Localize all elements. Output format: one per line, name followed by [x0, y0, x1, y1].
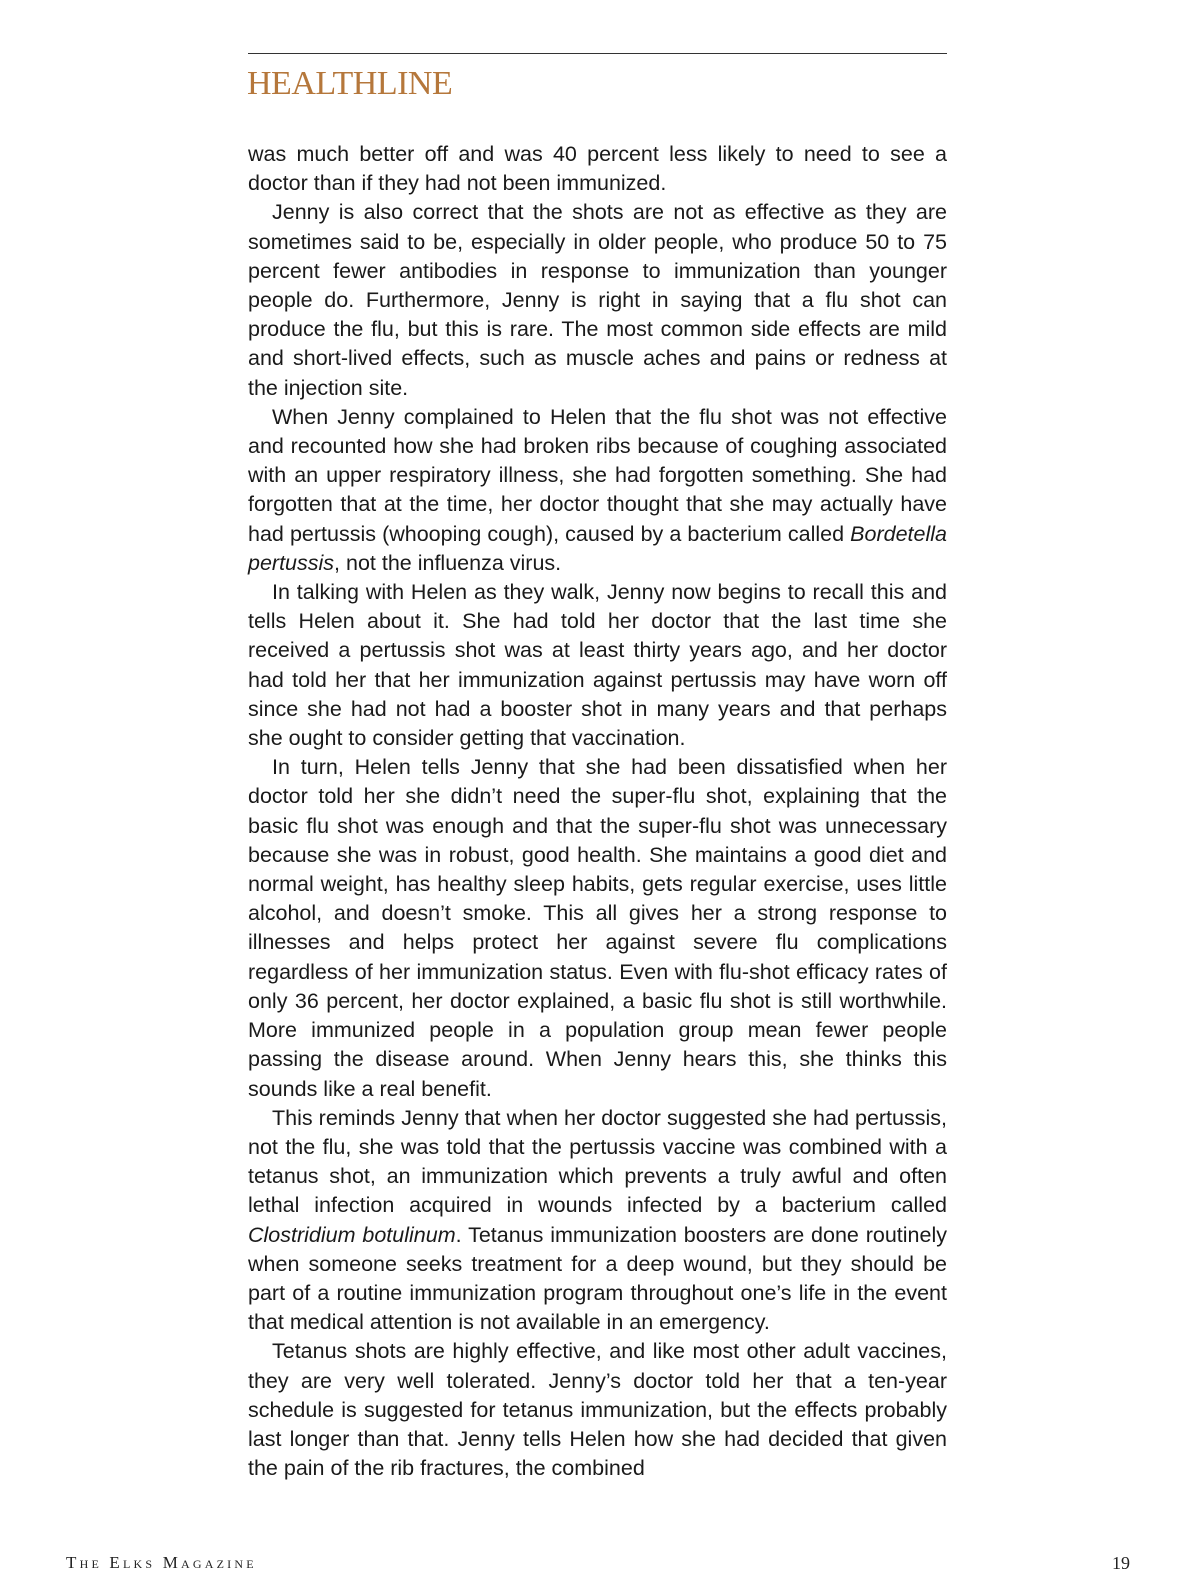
paragraph-3	[248, 403, 947, 578]
header-rule	[248, 53, 947, 54]
paragraph-3-text-start: When Jenny complained to Helen that the flu shot was not effective and recounted how she had broken ribs because of coughing associated with an upper respiratory illness, she had forgotten something. She had forgotten that at the time, her doctor thought that she may actually have had pertussis (whooping cough), caused by a bacterium called	[248, 404, 947, 546]
paragraph-7: Tetanus shots are highly effective, and like most other adult vaccines, they are very well tolerated. Jenny’s doctor told her that a ten-year schedule is suggested for tetanus immunization, but the effects probably last longer than that. Jenny tells Helen how she had decided that given the pain of the rib fractures, the combined	[248, 1339, 947, 1481]
paragraph-6	[248, 1104, 947, 1338]
paragraph-6-text-start: This reminds Jenny that when her doctor suggested she had pertussis, not the flu, she was told that the pertussis vaccine was combined with a tetanus shot, an immunization which prevents a truly awful and often lethal infection acquired in wounds infected by a bacterium called	[248, 1105, 947, 1218]
paragraph-1: was much better off and was 40 percent less likely to need to see a doctor than if they had not been immunized.	[248, 142, 947, 196]
footer-magazine-name: The Elks Magazine	[66, 1553, 257, 1572]
paragraph-5: In turn, Helen tells Jenny that she had been dissatisfied when her doctor told her she didn’t need the super-flu shot, explaining that the basic flu shot was enough and that the super-flu shot was unnecessary because she was in robust, good health. She maintains a good diet and normal weight, has healthy sleep habits, gets regular exercise, uses little alcohol, and doesn’t smoke. This all gives her a strong response to illnesses and helps protect her against severe flu complications regardless of her immunization status. Even with flu-shot efficacy rates of only 36 percent, her doctor explained, a basic flu shot is still worthwhile. More immunized people in a population group mean fewer people passing the disease around. When Jenny hears this, she thinks this sounds like a real benefit.	[248, 755, 947, 1101]
clostridium-botulinum-term: Clostridium botulinum	[248, 1222, 456, 1247]
paragraph-2: Jenny is also correct that the shots are not as effective as they are sometimes said to be, especially in older people, who produce 50 to 75 percent fewer antibodies in response to immunization than younger people do. Furthermore, Jenny is right in saying that a flu shot can produce the flu, but this is rare. The most common side effects are mild and short-lived effects, such as muscle aches and pains or redness at the injection site.	[248, 200, 947, 400]
paragraph-4: In talking with Helen as they walk, Jenny now begins to recall this and tells Helen about it. She had told her doctor that the last time she received a pertussis shot was at least thirty years ago, and her doctor had told her that her immunization against pertussis may have worn off since she had not had a booster shot in many years and that perhaps she ought to consider getting that vaccination.	[248, 580, 947, 751]
article-body	[248, 140, 947, 1483]
paragraph-6-text-end: . Tetanus immunization boosters are done routinely when someone seeks treatment for a deep wound, but they should be part of a routine immunization program throughout one’s life in the event that medical attention is not available in an emergency.	[248, 1222, 947, 1335]
section-title: HEALTHLINE	[247, 65, 453, 102]
paragraph-3-text-end: , not the influenza virus.	[334, 550, 562, 575]
footer-page-number: 19	[1112, 1553, 1130, 1573]
bordetella-pertussis-term: Bordetella pertussis	[248, 521, 947, 575]
